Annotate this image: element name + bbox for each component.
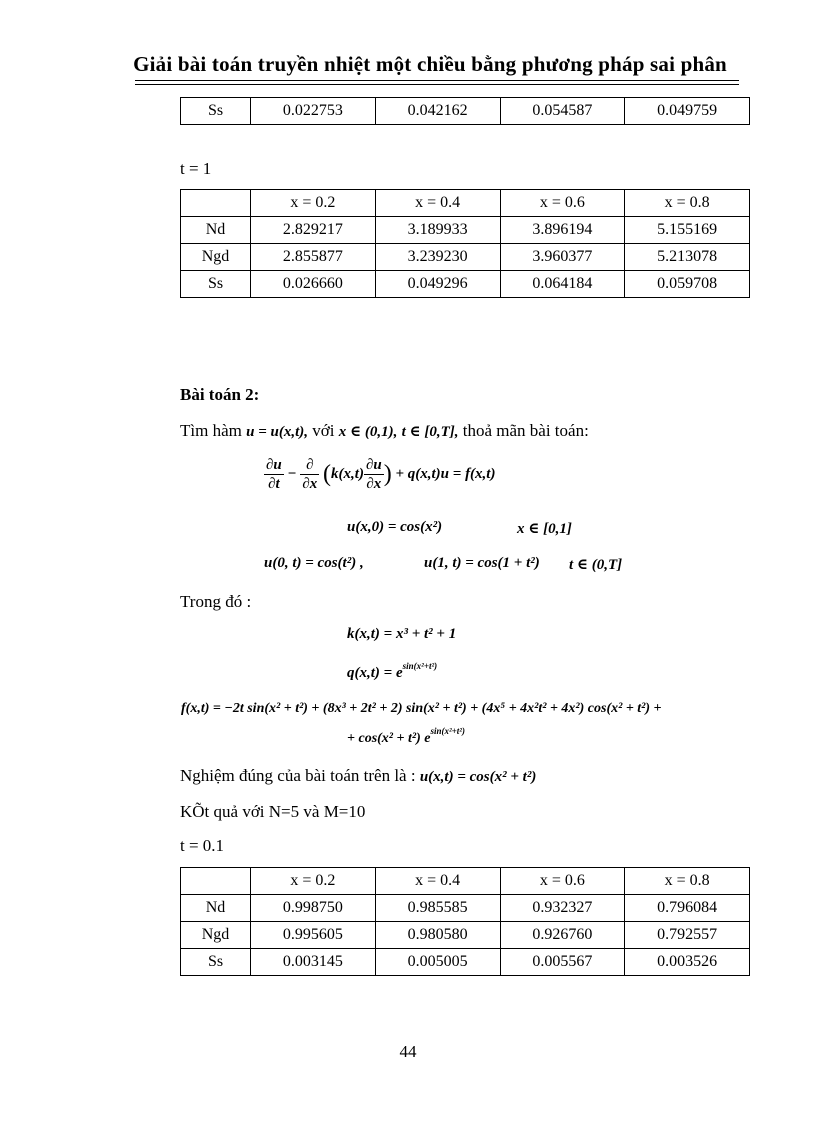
intro-u: u = u(x,t), [246, 424, 308, 440]
table-cell: 0.049296 [375, 271, 500, 298]
pde-equation: $\frac{\partial u}{\partial t}$ − $\frac{\partial}{\partial x}$ (k(x,t) $\frac{\partial u}{\partial x}$ ) + q(x,t)u = f(x,t) [266, 457, 496, 492]
header-rule [135, 84, 739, 85]
table-cell: 0.059708 [625, 271, 750, 298]
results-table-t1 [180, 189, 750, 298]
table-header-row [181, 190, 750, 217]
boundary-condition-left: u(0, t) = cos(t²) , [264, 555, 364, 571]
exact-formula: u(x,t) = cos(x² + t²) [419, 769, 537, 785]
k-definition: k(x,t) = x³ + t² + 1 [347, 626, 457, 642]
table-header-cell: x = 0.6 [500, 868, 625, 895]
table-cell: 0.026660 [251, 271, 376, 298]
table-cell: 5.155169 [625, 217, 750, 244]
table-cell: Ngd [181, 922, 251, 949]
initial-condition: u(x,0) = cos(x²) [347, 519, 443, 535]
header-rule [135, 80, 739, 81]
table-cell: Ngd [181, 244, 251, 271]
table-cell: 3.960377 [500, 244, 625, 271]
intro-t-domain: t ∈ [0,T], [401, 424, 459, 440]
intro-with: với [312, 421, 335, 440]
pde-rest: + q(x,t)u = f(x,t) [395, 465, 496, 482]
table-cell: Nd [181, 217, 251, 244]
table-cell: 0.796084 [625, 895, 750, 922]
table-cell: Ss [181, 949, 251, 976]
intro-tail: thoả mãn bài toán: [462, 421, 589, 440]
d-dx-fraction: $\frac{\partial}{\partial x}$ [302, 457, 318, 492]
f-line2-exponent: sin(x²+t²) [430, 726, 465, 736]
q-base: q(x,t) = e [347, 665, 403, 681]
table-header-row [181, 868, 750, 895]
table-header-cell: x = 0.8 [625, 190, 750, 217]
table-cell: 0.932327 [500, 895, 625, 922]
table-cell: 0.003526 [625, 949, 750, 976]
problem-title: Bài toán 2: [180, 385, 260, 404]
page-number: 44 [399, 1042, 417, 1061]
table-cell: 0.003145 [251, 949, 376, 976]
f-definition-line2 [347, 726, 465, 747]
boundary-condition-domain: t ∈ (0,T] [569, 557, 623, 573]
table-row [181, 244, 750, 271]
du-dt-fraction: $\frac{\partial u}{\partial t}$ [266, 457, 282, 492]
table-cell: 5.213078 [625, 244, 750, 271]
table-cell: 3.896194 [500, 217, 625, 244]
time-label: t = 0.1 [180, 836, 225, 855]
table-cell: 2.855877 [251, 244, 376, 271]
problem-intro [180, 421, 589, 441]
table-header-cell: x = 0.4 [375, 868, 500, 895]
table-row [181, 271, 750, 298]
initial-condition-domain: x ∈ [0,1] [517, 521, 572, 537]
table-cell: Nd [181, 895, 251, 922]
table-cell: Ss [181, 271, 251, 298]
table-cell: 0.998750 [251, 895, 376, 922]
table-row [181, 949, 750, 976]
table-header-cell [181, 190, 251, 217]
intro-text: Tìm hàm [180, 421, 242, 440]
page-header-title: Giải bài toán truyền nhiệt một chiều bằng phương pháp sai phân [133, 52, 727, 76]
table-row [181, 922, 750, 949]
table-cell: 0.995605 [251, 922, 376, 949]
table-cell: 0.926760 [500, 922, 625, 949]
where-label: Trong đó : [180, 592, 252, 611]
q-definition [347, 661, 437, 682]
table-cell: 0.049759 [625, 98, 750, 125]
table-cell: Ss [181, 98, 251, 125]
results-table-t01 [180, 867, 750, 976]
table-cell: 0.792557 [625, 922, 750, 949]
du-dx-fraction: $\frac{\partial u}{\partial x}$ [365, 457, 382, 492]
table-header-cell: x = 0.6 [500, 190, 625, 217]
table-header-cell: x = 0.2 [251, 190, 376, 217]
results-table-continued [180, 97, 750, 125]
exact-label: Nghiệm đúng của bài toán trên là : [180, 766, 416, 785]
table-header-cell [181, 868, 251, 895]
q-exponent: sin(x²+t²) [402, 661, 438, 671]
table-cell: 0.005005 [375, 949, 500, 976]
table-cell: 0.980580 [375, 922, 500, 949]
table-header-cell: x = 0.4 [375, 190, 500, 217]
table-row [181, 217, 750, 244]
table-cell: 0.064184 [500, 271, 625, 298]
table-cell: 0.054587 [500, 98, 625, 125]
results-caption: KÕt quả với N=5 và M=10 [180, 802, 366, 821]
table-cell: 0.005567 [500, 949, 625, 976]
boundary-condition-right: u(1, t) = cos(1 + t²) [424, 555, 540, 571]
f-definition-line1: f(x,t) = −2t sin(x² + t²) + (8x³ + 2t² + 2) sin(x² + t²) + (4x⁵ + 4x²t² + 4x²) cos(x² + t²) + [181, 701, 662, 716]
table-row [181, 895, 750, 922]
exact-solution [180, 766, 536, 786]
table-cell: 0.022753 [251, 98, 376, 125]
time-label: t = 1 [180, 159, 212, 178]
f-line2-base: + cos(x² + t²) e [347, 731, 431, 746]
table-row [181, 98, 750, 125]
table-cell: 3.189933 [375, 217, 500, 244]
intro-x-domain: x ∈ (0,1), [338, 424, 398, 440]
table-cell: 3.239230 [375, 244, 500, 271]
table-cell: 0.985585 [375, 895, 500, 922]
table-header-cell: x = 0.8 [625, 868, 750, 895]
table-cell: 2.829217 [251, 217, 376, 244]
table-header-cell: x = 0.2 [251, 868, 376, 895]
table-cell: 0.042162 [375, 98, 500, 125]
